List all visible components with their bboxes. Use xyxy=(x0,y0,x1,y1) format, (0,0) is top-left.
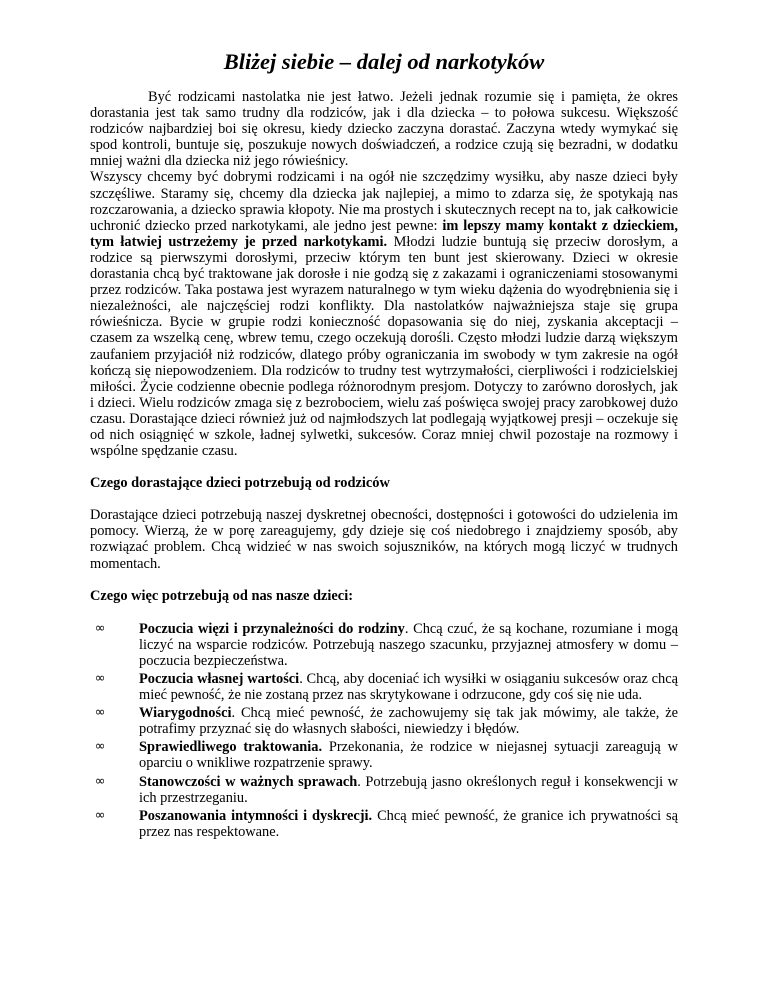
list-item-title: Wiarygodności xyxy=(139,705,232,722)
list-item-text: . Chcą mieć pewność, że zachowujemy się tak jak mówimy, ale także, że potrafimy przyznać się do własnych słabości, niewiedzy i błędów. xyxy=(139,705,678,738)
list-item xyxy=(94,620,679,669)
section-heading-1: Czego dorastające dzieci potrzebują od rodziców xyxy=(90,475,390,492)
list-item-title: Poczucia więzi i przynależności do rodziny xyxy=(139,620,405,637)
list-item-text: Chcą mieć pewność, że granice ich prywatności są przez nas respektowane. xyxy=(139,807,678,840)
infinity-bullet-icon: ∞ xyxy=(94,620,106,636)
infinity-bullet-icon: ∞ xyxy=(94,705,106,721)
list-item-title: Poszanowania intymności i dyskrecji. xyxy=(139,807,373,824)
intro-paragraph-2-end: Młodzi ludzie buntują się przeciw dorosłym, a rodzice są pierwszymi dorosłymi, przeciw którym ten bunt jest skierowany. Dzieci w okresie dorastania chcą być traktowane jak dorosłe i nie godzą się z zakazami i ograniczeniami stosowanymi przez rodziców. Taka postawa jest wyrazem naturalnego w tym wieku dążenia do wyodrębnienia się i niezależności, ale najczęściej rodzi konflikty. Dla nastolatków najważniejsza staje się grupa rówieśnicza. Bycie w grupie rodzi konieczność dopasowania się do niej, zyskania akceptacji – czasem za wszelką cenę, wbrew temu, czego oczekują dorośli. Często młodzi ludzie darzą większym zaufaniem przyjaciół niż rodziców, dlatego próby ograniczania im swobody w tym zakresie na ogół kończą się niepowodzeniem. Dla rodziców to trudny test wytrzymałości, cierpliwości i rodzicielskiej miłości. Życie codzienne obecnie podlega różnorodnym presjom. Dotyczy to zarówno dorosłych, jak i dzieci. Wielu rodziców zmaga się z bezrobociem, wielu zaś poświęca swojej pracy zarobkowej dużo czasu. Dorastające dzieci również już od najmłodszych lat podlegają wyjątkowej presji – oczekuje się od nich osiągnięć w szkole, ładnej sylwetki, sukcesów. Coraz mniej chwil pozostaje na rozmowy i wspólne spędzanie czasu. xyxy=(90,233,678,460)
list-item-text: . Chcą czuć, że są kochane, rozumiane i mogą liczyć na wsparcie rodziców. Potrzebują naszego szacunku, przyjaznej atmosfery w domu – poczucia bezpieczeństwa. xyxy=(139,620,679,669)
list-item-text: Przekonania, że rodzice w niejasnej sytuacji zareagują w oparciu o wnikliwe rozpatrzenie sprawy. xyxy=(139,739,678,772)
list-item-title: Stanowczości w ważnych sprawach xyxy=(139,773,358,790)
list-item-text: . Potrzebują jasno określonych reguł i konsekwencji w ich przestrzeganiu. xyxy=(139,773,678,806)
list-item xyxy=(94,671,679,704)
list-item-text: . Chcą, aby doceniać ich wysiłki w osiąganiu sukcesów oraz chcą mieć pewność, że nie zostaną przez nas skrytykowane i odrzucone, gdy coś się nie uda. xyxy=(139,671,679,704)
list-item xyxy=(94,705,678,738)
section-1-paragraph: Dorastające dzieci potrzebują naszej dyskretnej obecności, dostępności i gotowości do udzielenia im pomocy. Wierzą, że w porę zareagujemy, gdy dzieje się coś niedobrego i znajdziemy sposób, aby rozwiązać problem. Chcą widzieć w nas swoich sojuszników, na których mogą liczyć w trudnych momentach. xyxy=(90,507,678,572)
list-item xyxy=(94,739,678,772)
intro-paragraph-2-start: Wszyscy chcemy być dobrymi rodzicami i na ogół nie szczędzimy wysiłku, aby nasze dzieci były szczęśliwe. Staramy się, chcemy dla dziecka jak najlepiej, a mimo to zdarza się, że spotykają nas rozczarowania, a dziecko sprawia kłopoty. Nie ma prostych i skutecznych recept na to, jak całkowicie uchronić dziecko przed narkotykami, ale jedno jest pewne: xyxy=(90,169,678,234)
document-title: Bliżej siebie – dalej od narkotyków xyxy=(223,49,545,74)
section-heading-2: Czego więc potrzebują od nas nasze dzieci: xyxy=(90,587,353,604)
list-item xyxy=(94,807,678,840)
infinity-bullet-icon: ∞ xyxy=(94,807,106,823)
list-item-title: Poczucia własnej wartości xyxy=(139,671,300,687)
list-item xyxy=(94,773,678,806)
intro-paragraph-2 xyxy=(90,169,678,459)
infinity-bullet-icon: ∞ xyxy=(94,773,106,789)
list-item-title: Sprawiedliwego traktowania. xyxy=(139,739,323,756)
infinity-bullet-icon: ∞ xyxy=(94,739,106,755)
infinity-bullet-icon: ∞ xyxy=(94,671,106,686)
intro-paragraph-1: Być rodzicami nastolatka nie jest łatwo. Jeżeli jednak rozumie się i pamięta, że okres dorastania jest tak samo trudny dla rodziców, jak i dla dziecka – to połowa sukcesu. Większość rodziców najbardziej boi się okresu, kiedy dziecko zaczyna dorastać. Zaczyna wtedy wymykać się spod kontroli, buntuje się, poszukuje nowych doświadczeń, a rodzice czują się bezradni, w dodatku mniej ważni dla dziecka niż jego rówieśnicy. xyxy=(90,89,678,170)
needs-list xyxy=(90,621,678,840)
intro-paragraph-2-emphasis: im lepszy mamy kontakt z dzieckiem, tym łatwiej ustrzeżemy je przed narkotykami. xyxy=(90,217,678,250)
